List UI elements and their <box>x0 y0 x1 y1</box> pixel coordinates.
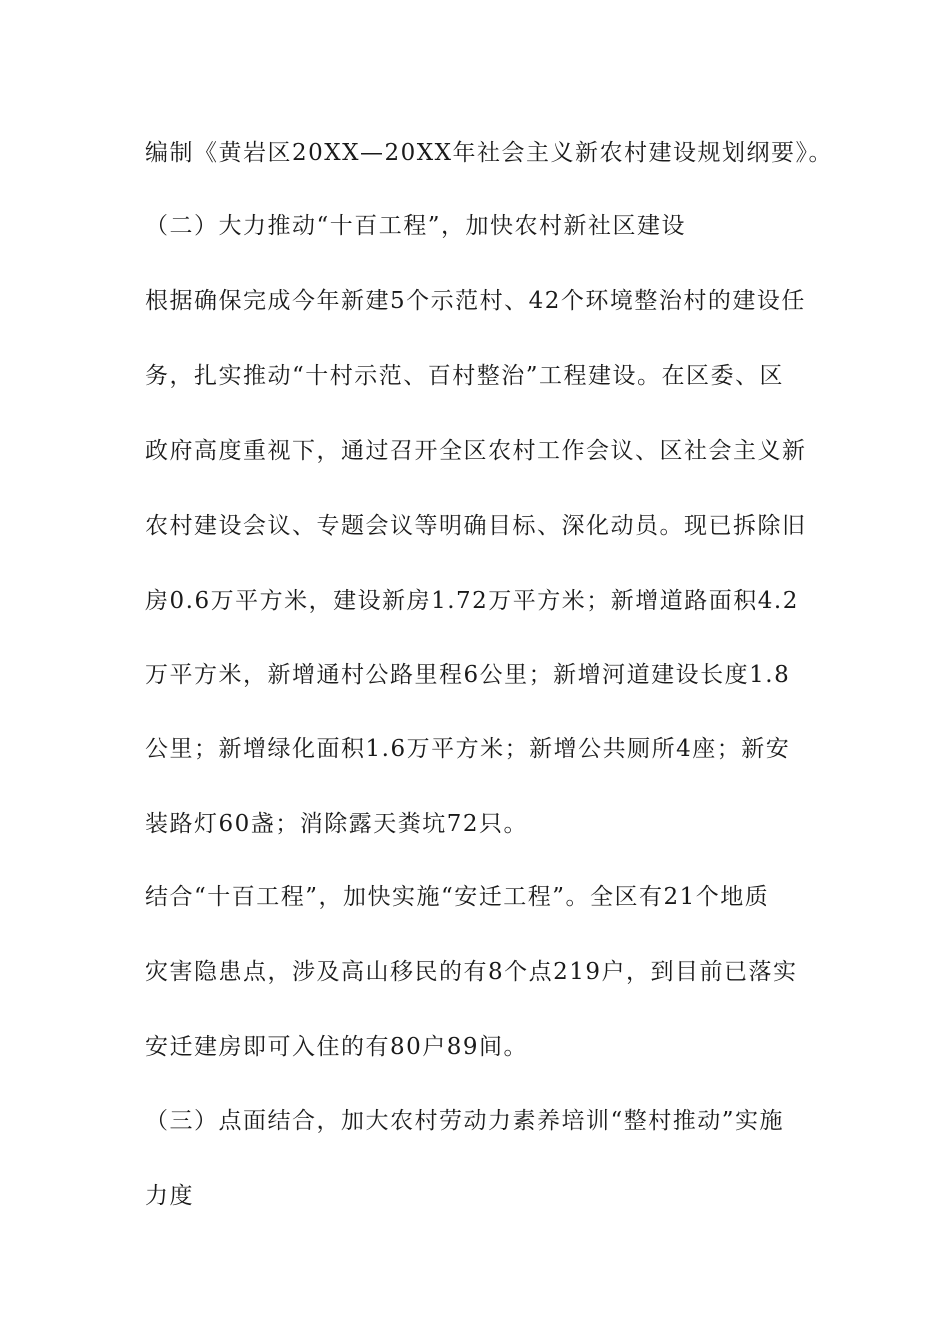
section-heading: （三）点面结合，加大农村劳动力素养培训“整村推动”实施 <box>145 1108 785 1134</box>
text-line: 万平方米，新增通村公路里程6公里；新增河道建设长度1.8 <box>145 662 791 688</box>
text-line: 安迁建房即可入住的有80户89间。 <box>145 1034 529 1060</box>
text-line: 灾害隐患点，涉及高山移民的有8个点219户，到目前已落实 <box>145 959 798 985</box>
text-line: 务，扎实推动“十村示范、百村整治”工程建设。在区委、区 <box>145 363 785 389</box>
text-line: 政府高度重视下，通过召开全区农村工作会议、区社会主义新 <box>145 438 807 464</box>
section-heading-continuation: 力度 <box>145 1183 194 1209</box>
text-line: 房0.6万平方米，建设新房1.72万平方米；新增道路面积4.2 <box>145 588 799 614</box>
text-line: 公里；新增绿化面积1.6万平方米；新增公共厕所4座；新安 <box>145 736 791 762</box>
text-line: 编制《黄岩区20XX—20XX年社会主义新农村建设规划纲要》。 <box>145 140 834 166</box>
text-line: 农村建设会议、专题会议等明确目标、深化动员。现已拆除旧 <box>145 513 807 539</box>
section-heading: （二）大力推动“十百工程”，加快农村新社区建设 <box>145 213 687 239</box>
text-line: 结合“十百工程”，加快实施“安迁工程”。全区有21个地质 <box>145 884 770 910</box>
text-line: 根据确保完成今年新建5个示范村、42个环境整治村的建设任 <box>145 288 806 314</box>
text-line: 装路灯60盏；消除露天粪坑72只。 <box>145 811 529 837</box>
